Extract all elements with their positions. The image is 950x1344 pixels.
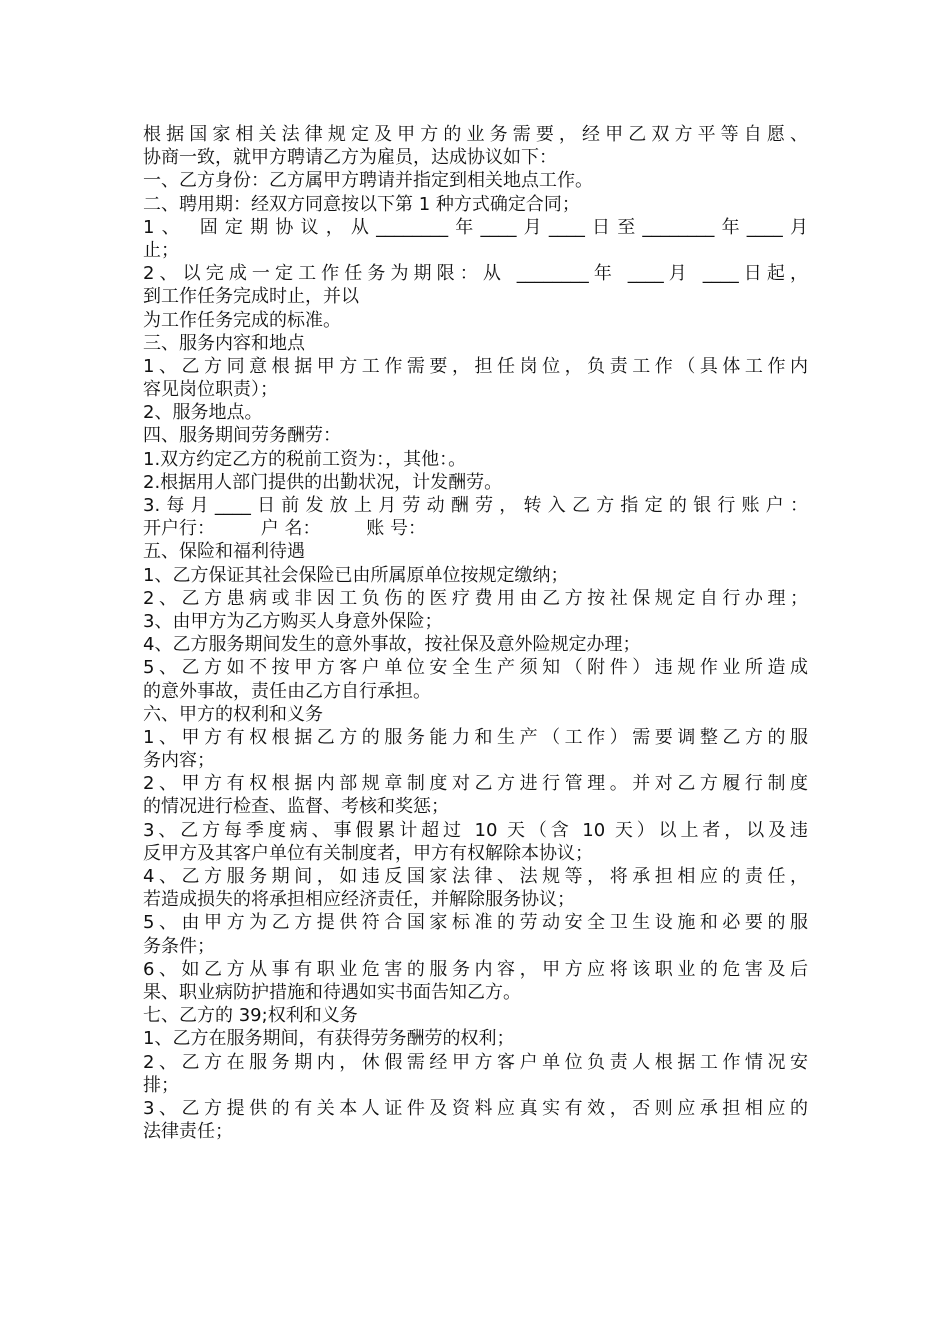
document-line: 1、 固定期协议，从________年____月____日至________年____月 <box>143 216 808 238</box>
document-line: 为工作任务完成的标准。 <box>143 309 341 331</box>
document-line: 2、甲方有权根据内部规章制度对乙方进行管理。并对乙方履行制度 <box>143 773 808 795</box>
document-line: 止； <box>143 239 179 261</box>
document-line: 四、服务期间劳务酬劳： <box>143 425 341 447</box>
document-line: 1、乙方同意根据甲方工作需要，担任岗位，负责工作（具体工作内 <box>143 355 808 377</box>
document-line: 法律责任； <box>143 1121 233 1143</box>
document-line: 务内容； <box>143 750 215 772</box>
document-line: 5、由甲方为乙方提供符合国家标准的劳动安全卫生设施和必要的服 <box>143 912 808 934</box>
document-line: 3、乙方每季度病、事假累计超过 10 天（含 10 天）以上者，以及违 <box>143 819 808 841</box>
document-line: 的情况进行检查、监督、考核和奖惩； <box>143 796 449 818</box>
document-line: 果、职业病防护措施和待遇如实书面告知乙方。 <box>143 981 521 1003</box>
document-line: 1、乙方在服务期间，有获得劳务酬劳的权利； <box>143 1028 515 1050</box>
document-line: 排； <box>143 1074 179 1096</box>
document-line: 开户行： 户 名： 账 号： <box>143 518 426 540</box>
document-line: 协商一致，就甲方聘请乙方为雇员，达成协议如下： <box>143 147 557 169</box>
document-line: 1、乙方保证其社会保险已由所属原单位按规定缴纳； <box>143 564 569 586</box>
document-line: 3、由甲方为乙方购买人身意外保险； <box>143 610 443 632</box>
document-line: 一、乙方身份：乙方属甲方聘请并指定到相关地点工作。 <box>143 170 593 192</box>
document-line: 2、以完成一定工作任务为期限：从 ________年 ____月 ____日起， <box>143 263 808 285</box>
document-line: 2、服务地点。 <box>143 402 263 424</box>
document-line: 6、如乙方从事有职业危害的服务内容，甲方应将该职业的危害及后 <box>143 958 808 980</box>
document-line: 二、聘用期：经双方同意按以下第 1 种方式确定合同； <box>143 193 580 215</box>
document-line: 的意外事故，责任由乙方自行承担。 <box>143 680 431 702</box>
document-line: 到工作任务完成时止，并以 <box>143 286 359 308</box>
document-line: 五、保险和福利待遇 <box>143 541 305 563</box>
document-line: 三、服务内容和地点 <box>143 332 305 354</box>
document-line: 容见岗位职责）； <box>143 379 278 401</box>
document-line: 3.每月____日前发放上月劳动酬劳，转入乙方指定的银行账户： <box>143 495 808 516</box>
document-line: 若造成损失的将承担相应经济责任，并解除服务协议； <box>143 889 575 911</box>
document-body <box>143 123 808 1143</box>
document-line: 七、乙方的 39;权利和义务 <box>143 1005 358 1027</box>
document-line: 4、乙方服务期间发生的意外事故，按社保及意外险规定办理； <box>143 634 641 656</box>
document-line: 2、乙方在服务期内，休假需经甲方客户单位负责人根据工作情况安 <box>143 1051 808 1073</box>
document-line: 1、甲方有权根据乙方的服务能力和生产（工作）需要调整乙方的服 <box>143 726 808 748</box>
document-line: 5、乙方如不按甲方客户单位安全生产须知（附件）违规作业所造成 <box>143 657 808 679</box>
document-line: 2、乙方患病或非因工负伤的医疗费用由乙方按社保规定自行办理； <box>143 587 808 609</box>
document-line: 反甲方及其客户单位有关制度者，甲方有权解除本协议； <box>143 842 593 864</box>
document-line: 4、乙方服务期间，如违反国家法律、法规等，将承担相应的责任， <box>143 866 808 887</box>
document-line: 六、甲方的权利和义务 <box>143 703 323 725</box>
document-line: 1.双方约定乙方的税前工资为：，其他：。 <box>143 448 467 470</box>
document-line: 务条件； <box>143 935 215 957</box>
document-line: 根据国家相关法律规定及甲方的业务需要，经甲乙双方平等自愿、 <box>143 124 808 145</box>
document-line: 3、乙方提供的有关本人证件及资料应真实有效，否则应承担相应的 <box>143 1097 808 1119</box>
document-line: 2.根据用人部门提供的出勤状况，计发酬劳。 <box>143 471 503 493</box>
